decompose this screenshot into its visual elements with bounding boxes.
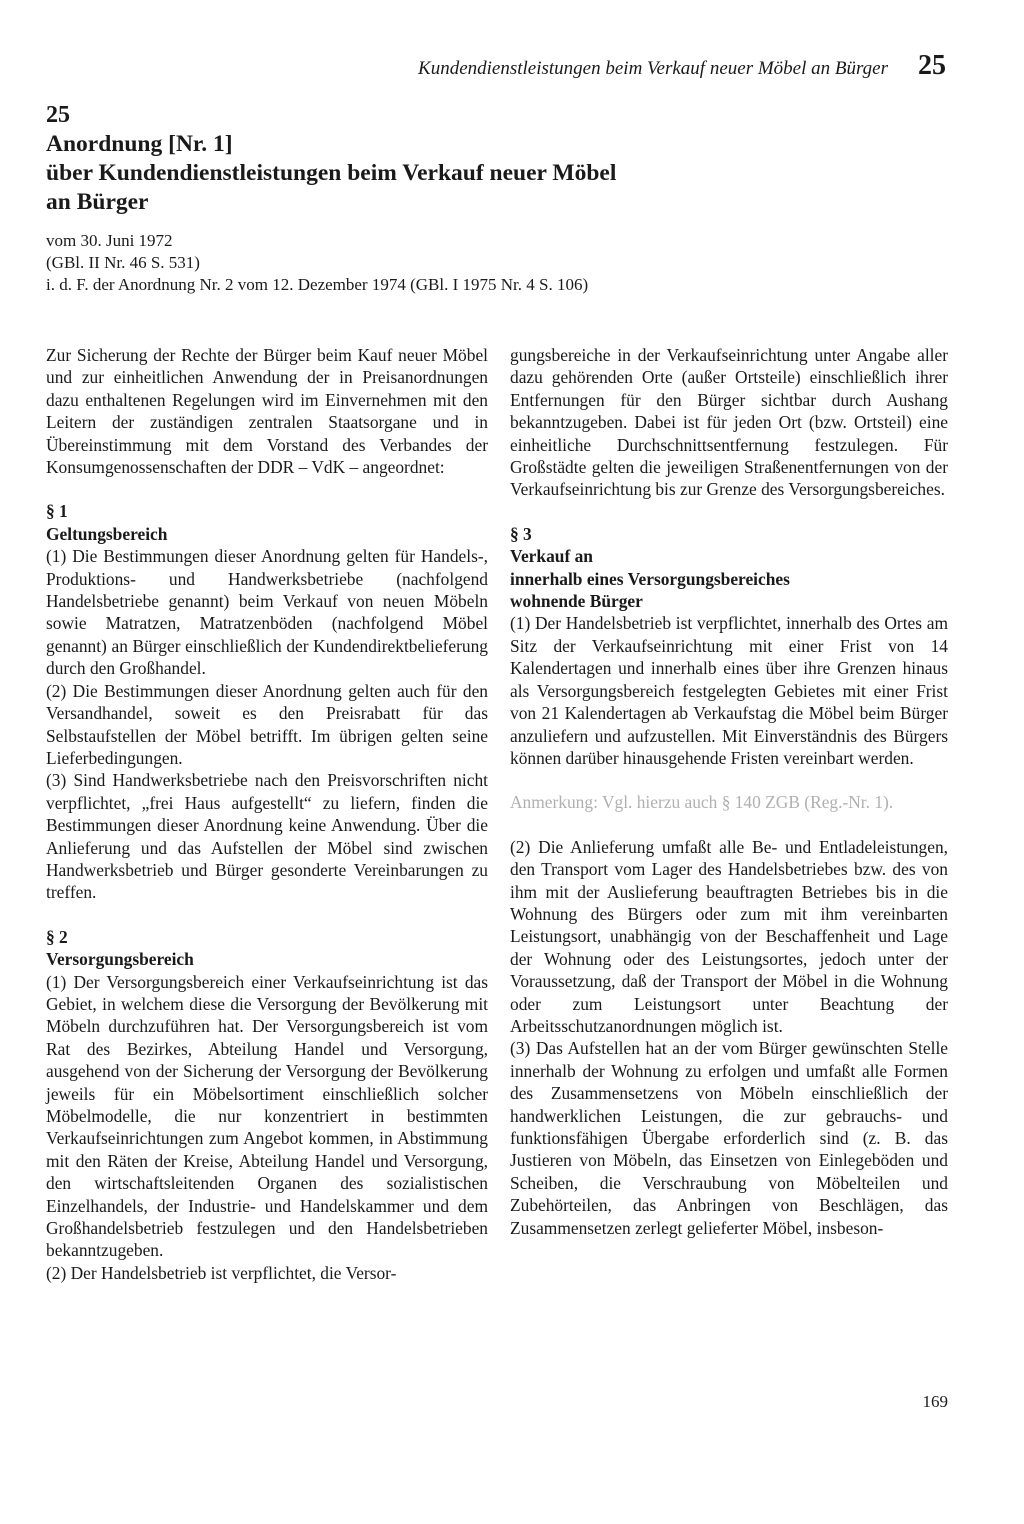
amendment-reference: i. d. F. der Anordnung Nr. 2 vom 12. Dezember 1974 (GBl. I 1975 Nr. 4 S. 106) (46, 275, 589, 294)
section-1-number: § 1 (46, 501, 68, 522)
running-title: Kundendienstleistungen beim Verkauf neuer Möbel an Bürger (418, 58, 888, 79)
title-line-1: Anordnung [Nr. 1] (46, 131, 233, 157)
section-3-number: § 3 (510, 523, 532, 544)
footer-page-number: 169 (922, 1392, 948, 1411)
gazette-reference: (GBl. II Nr. 46 S. 531) (46, 253, 200, 272)
section-2-paragraph-2-start: (2) Der Handelsbetrieb ist verpflichtet, die Versor- (46, 1262, 397, 1283)
section-1-paragraph-2: (2) Die Bestimmungen dieser Anordnung gelten auch für den Versandhandel, soweit es den Preisrabatt für das Selbstaufstellen der Möbel betrifft. Im übrigen gelten seine Lieferbedingungen. (46, 680, 488, 768)
publication-date: vom 30. Juni 1972 (46, 231, 173, 250)
preamble: Zur Sicherung der Rechte der Bürger beim Kauf neuer Möbel und zur einheitlichen Anwendung der in Preisanordnungen dazu enthaltenen Regelungen wird im Einvernehmen mit den Leitern der zuständigen zentralen Staatsorgane und in Übereinstimmung mit dem Vorstand des Verbandes der Konsumgenossenschaften der DDR – VdK – angeordnet: (46, 345, 488, 478)
publication-info (46, 230, 946, 296)
section-2-title: Versorgungsbereich (46, 949, 194, 970)
section-3-paragraph-3: (3) Das Aufstellen hat an der vom Bürger gewünschten Stelle innerhalb der Wohnung zu erfolgen und umfaßt alle Formen des Zusammensetzens von Möbeln einschließlich der handwerklichen Leistungen, die zur gebrauchs- und funktionsfähigen Übergabe erforderlich sind (z. B. das Justieren von Möbeln, das Einsetzen von Einlegeböden und Scheiben, die Verschraubung von Möbelteilen und Zubehörteilen, das Anbringen von Beschlägen, das Zusammensetzen zerlegt gelieferter Möbel, insbeson- (510, 1038, 948, 1238)
title-line-3: an Bürger (46, 189, 149, 215)
title-line-2: über Kundendienstleistungen beim Verkauf neuer Möbel (46, 160, 617, 186)
left-column (46, 344, 488, 1284)
right-column (510, 344, 948, 1239)
annotation-note: Anmerkung: Vgl. hierzu auch § 140 ZGB (Reg.-Nr. 1). (510, 792, 894, 813)
title-block (46, 101, 946, 217)
section-3-paragraph-1: (1) Der Handelsbetrieb ist verpflichtet, innerhalb des Ortes am Sitz der Verkaufseinrichtung mit einer Frist von 14 Kalendertagen und innerhalb eines über ihre Grenzen hinaus als Versorgungsbereich festgelegten Gebietes mit einer Frist von 21 Kalendertagen ab Verkaufstag die Möbel beim Bürger anzuliefern und aufzustellen. Mit Einverständnis des Bürgers können darüber hinausgehende Fristen vereinbart werden. (510, 613, 948, 768)
section-2-paragraph-1: (1) Der Versorgungsbereich einer Verkaufseinrichtung ist das Gebiet, in welchem diese die Versorgung der Bevölkerung mit Möbeln durchzuführen hat. Der Versorgungsbereich ist vom Rat des Bezirkes, Abteilung Handel und Versorgung, ausgehend von der Sicherung der Versorgung der Bevölkerung jeweils für ein Möbelsortiment einschließlich solcher Möbelmodelle, die nur konzentriert in bestimmten Verkaufseinrichtungen zum Angebot kommen, in Abstimmung mit den Räten der Kreise, Abteilung Handel und Versorgung, den wirtschaftsleitenden Organen des sozialistischen Einzelhandels, der Industrie- und Handelskammer und dem Großhandelsbetrieb festzulegen und den Handelsbetrieben bekanntzugeben. (46, 971, 488, 1261)
running-header (0, 52, 1024, 86)
section-1-paragraph-1: (1) Die Bestimmungen dieser Anordnung gelten für Handels-, Produktions- und Handwerksbetriebe (nachfolgend Handelsbetriebe genannt) beim Verkauf von neuen Möbeln sowie Matratzen, Matratzenböden (nachfolgend Möbel genannt) an Bürger einschließlich der Kundendirektbelieferung durch den Großhandel. (46, 546, 488, 679)
section-3-title-line-1: Verkauf an (510, 546, 593, 567)
document-number: 25 (46, 102, 70, 128)
section-1-paragraph-3: (3) Sind Handwerksbetriebe nach den Preisvorschriften nicht verpflichtet, „frei Haus aufgestellt“ zu liefern, finden die Bestimmungen dieser Anordnung keine Anwendung. Über die Anlieferung und das Aufstellen der Möbel sind zwischen Handwerksbetrieb und Bürger gesonderte Vereinbarungen zu treffen. (46, 770, 488, 903)
header-page-number: 25 (918, 50, 946, 81)
section-3-paragraph-2: (2) Die Anlieferung umfaßt alle Be- und Entladeleistungen, den Transport vom Lager des Handelsbetriebes bzw. des von ihm mit der Auslieferung beauftragten Betriebes bis in die Wohnung des Bürgers oder zum mit ihm vereinbarten Leistungsort, unabhängig von der Beschaffenheit und Lage der Wohnung oder des Leistungsortes, jedoch unter der Voraussetzung, daß der Transport der Möbel in die Wohnung oder zum Leistungsort unter Beachtung der Arbeitsschutzanordnungen möglich ist. (510, 836, 948, 1036)
section-1-title: Geltungsbereich (46, 523, 168, 544)
section-2-paragraph-2-continued: gungsbereiche in der Verkaufseinrichtung unter Angabe aller dazu gehörenden Orte (außer Ortsteile) einschließlich ihrer Entfernungen für den Bürger sichtbar durch Aushang bekanntzugeben. Dabei ist für jeden Ort (bzw. Ortsteil) eine einheitliche Durchschnittsentfernung festzulegen. Für Großstädte gelten die jeweiligen Straßenentfernungen von der Verkaufseinrichtung bis zur Grenze des Versorgungsbereiches. (510, 345, 948, 500)
section-2-number: § 2 (46, 926, 68, 947)
section-3-title-line-2: innerhalb eines Versorgungsbereiches (510, 568, 790, 589)
section-3-title-line-3: wohnende Bürger (510, 591, 643, 612)
